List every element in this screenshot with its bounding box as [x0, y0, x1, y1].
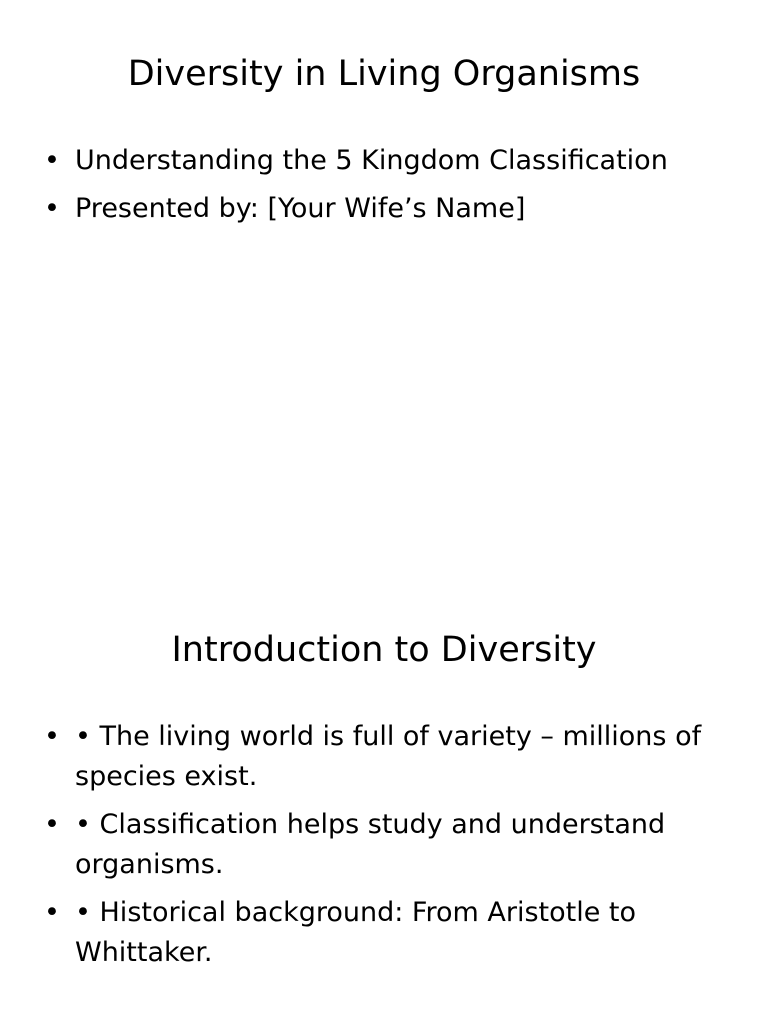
bullet-text: Presented by: [Your Wife’s Name] [75, 193, 526, 224]
bullet-text: Understanding the 5 Kingdom Classification [75, 145, 668, 176]
slide-title: Introduction to Diversity [171, 630, 597, 670]
bullet-item [40, 141, 730, 181]
bullet-item [40, 805, 730, 885]
bullet-marker: • [44, 145, 60, 176]
bullet-marker: • [44, 809, 60, 840]
bullet-item [40, 189, 730, 229]
bullet-text: • The living world is full of variety – millions of species exist. [75, 721, 702, 792]
bullet-marker: • [44, 721, 60, 752]
bullet-item [40, 717, 730, 797]
bullet-marker: • [44, 193, 60, 224]
bullet-list [40, 717, 730, 981]
bullet-marker: • [44, 897, 60, 928]
slide-2 [0, 576, 768, 1024]
bullet-text: • Historical background: From Aristotle to Whittaker. [75, 897, 637, 968]
slide-title: Diversity in Living Organisms [127, 54, 641, 94]
bullet-item [40, 893, 730, 973]
bullet-list [40, 141, 730, 237]
bullet-text: • Classification helps study and understand organisms. [75, 809, 666, 880]
